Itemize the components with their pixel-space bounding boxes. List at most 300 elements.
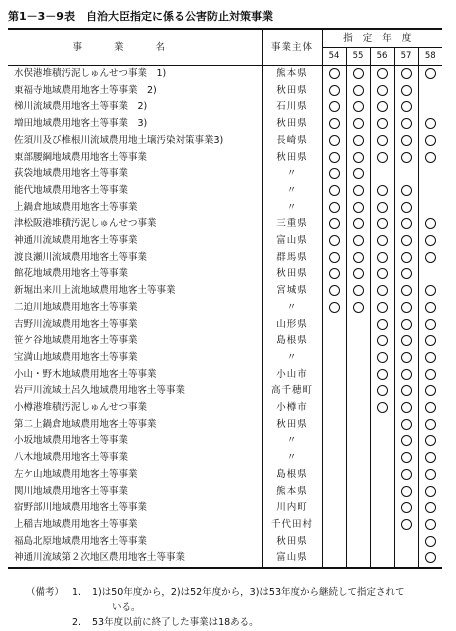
project-entity: 小樽市 (262, 400, 322, 417)
year-cell (418, 283, 442, 300)
year-cell (346, 500, 370, 517)
designated-circle-icon (329, 302, 340, 313)
designated-circle-icon (329, 101, 340, 112)
year-cell (370, 350, 394, 367)
header-year-56: 56 (370, 48, 394, 66)
year-cell (346, 433, 370, 450)
project-entity: 〃 (262, 200, 322, 217)
project-entity: 石川県 (262, 99, 322, 116)
project-name: 東部腰綱地域農用地客土等事業 (8, 150, 262, 167)
project-name: 小山・野木地域農用地客土等事業 (8, 367, 262, 384)
designated-circle-icon (425, 68, 436, 79)
project-name: 上稲吉地域農用地客土等事業 (8, 517, 262, 534)
year-cell (370, 150, 394, 167)
table-row (8, 433, 442, 450)
table-row (8, 83, 442, 100)
year-cell (322, 467, 346, 484)
year-cell (370, 250, 394, 267)
designated-circle-icon (401, 369, 412, 380)
project-entity: 〃 (262, 350, 322, 367)
designated-circle-icon (329, 268, 340, 279)
year-cell (370, 550, 394, 568)
designated-circle-icon (425, 135, 436, 146)
designated-circle-icon (425, 352, 436, 363)
year-cell (370, 367, 394, 384)
project-entity: 小山市 (262, 367, 322, 384)
designated-circle-icon (401, 385, 412, 396)
project-name: 小樽港堆積汚泥しゅんせつ事業 (8, 400, 262, 417)
project-entity: 秋田県 (262, 116, 322, 133)
year-cell (418, 300, 442, 317)
year-cell (370, 133, 394, 150)
project-name: 八木地域農用地客土等事業 (8, 450, 262, 467)
project-name: 第二上鍋倉地域農用地客土等事業 (8, 417, 262, 434)
year-cell (346, 383, 370, 400)
year-cell (394, 517, 418, 534)
designated-circle-icon (377, 252, 388, 263)
year-cell (394, 300, 418, 317)
designated-circle-icon (425, 319, 436, 330)
project-name: 佐須川及び椎根川流域農用地土壌汚染対策事業3) (8, 133, 262, 150)
project-name: 津松阪港堆積汚泥しゅんせつ事業 (8, 216, 262, 233)
project-name: 笹ケ谷地域農用地客土等事業 (8, 333, 262, 350)
note-text: 53年度以前に終了した事業は18ある。 (92, 617, 259, 628)
table-row (8, 283, 442, 300)
year-cell (418, 216, 442, 233)
year-cell (394, 534, 418, 551)
designated-circle-icon (425, 218, 436, 229)
designated-circle-icon (401, 135, 412, 146)
designated-circle-icon (425, 402, 436, 413)
designated-circle-icon (329, 285, 340, 296)
year-cell (394, 166, 418, 183)
designated-circle-icon (425, 369, 436, 380)
project-name: 小坂地域農用地客土等事業 (8, 433, 262, 450)
year-cell (322, 350, 346, 367)
year-cell (370, 400, 394, 417)
designated-circle-icon (425, 252, 436, 263)
year-cell (394, 233, 418, 250)
year-cell (394, 467, 418, 484)
project-entity: 秋田県 (262, 266, 322, 283)
year-cell (346, 367, 370, 384)
header-entity: 事業主体 (262, 29, 322, 66)
project-entity: 秋田県 (262, 150, 322, 167)
designated-circle-icon (425, 502, 436, 513)
designated-circle-icon (401, 469, 412, 480)
year-cell (370, 433, 394, 450)
year-cell (418, 133, 442, 150)
table-row (8, 484, 442, 501)
table-row (8, 467, 442, 484)
year-cell (418, 517, 442, 534)
year-cell (418, 150, 442, 167)
designated-circle-icon (329, 252, 340, 263)
project-name: 神通川流域農用地客土等事業 (8, 233, 262, 250)
year-cell (394, 116, 418, 133)
table-row (8, 133, 442, 150)
year-cell (346, 83, 370, 100)
designated-circle-icon (401, 252, 412, 263)
year-cell (394, 484, 418, 501)
project-name: 二迫川地域農用地客土等事業 (8, 300, 262, 317)
year-cell (418, 350, 442, 367)
designated-circle-icon (401, 402, 412, 413)
designated-circle-icon (401, 118, 412, 129)
project-entity: 秋田県 (262, 417, 322, 434)
designated-circle-icon (353, 302, 364, 313)
designated-circle-icon (425, 235, 436, 246)
year-cell (394, 317, 418, 334)
project-entity: 熊本県 (262, 484, 322, 501)
year-cell (418, 367, 442, 384)
year-cell (394, 150, 418, 167)
year-cell (394, 250, 418, 267)
note-row-1 (26, 585, 405, 600)
designated-circle-icon (353, 268, 364, 279)
year-cell (370, 166, 394, 183)
designated-circle-icon (377, 235, 388, 246)
year-cell (346, 233, 370, 250)
year-cell (322, 433, 346, 450)
designated-circle-icon (329, 85, 340, 96)
project-entity: 島根県 (262, 333, 322, 350)
year-cell (346, 283, 370, 300)
year-cell (322, 550, 346, 568)
year-cell (370, 266, 394, 283)
year-cell (418, 266, 442, 283)
year-cell (322, 383, 346, 400)
table-row (8, 383, 442, 400)
year-cell (346, 417, 370, 434)
header-designated-year: 指定年度 (322, 29, 442, 48)
year-cell (370, 116, 394, 133)
year-cell (346, 216, 370, 233)
year-cell (370, 534, 394, 551)
project-name: 館花地域農用地客土等事業 (8, 266, 262, 283)
year-cell (394, 383, 418, 400)
designated-circle-icon (425, 536, 436, 547)
note-continuation: いる。 (112, 602, 141, 613)
project-entity: 熊本県 (262, 66, 322, 83)
year-cell (346, 150, 370, 167)
year-cell (322, 83, 346, 100)
year-cell (394, 216, 418, 233)
project-name: 左ケ山地域農用地客土等事業 (8, 467, 262, 484)
year-cell (394, 66, 418, 83)
year-cell (322, 400, 346, 417)
designated-circle-icon (329, 202, 340, 213)
designated-circle-icon (377, 335, 388, 346)
year-cell (346, 467, 370, 484)
year-cell (370, 200, 394, 217)
header-project-name: 事業名 (8, 29, 262, 66)
year-cell (346, 166, 370, 183)
table-row (8, 517, 442, 534)
designated-circle-icon (329, 185, 340, 196)
year-cell (322, 517, 346, 534)
table-row (8, 150, 442, 167)
year-cell (322, 266, 346, 283)
designated-circle-icon (329, 152, 340, 163)
year-cell (370, 233, 394, 250)
year-cell (322, 484, 346, 501)
project-entity: 〃 (262, 166, 322, 183)
designated-circle-icon (377, 118, 388, 129)
table-row (8, 183, 442, 200)
year-cell (322, 367, 346, 384)
designated-circle-icon (425, 419, 436, 430)
project-entity: 〃 (262, 300, 322, 317)
table-row (8, 350, 442, 367)
year-cell (418, 534, 442, 551)
year-cell (370, 500, 394, 517)
designated-circle-icon (377, 135, 388, 146)
year-cell (418, 500, 442, 517)
designated-circle-icon (329, 68, 340, 79)
year-cell (370, 450, 394, 467)
year-cell (418, 233, 442, 250)
year-cell (370, 484, 394, 501)
year-cell (394, 350, 418, 367)
year-cell (370, 183, 394, 200)
project-name: 宝満山地域農用地客土等事業 (8, 350, 262, 367)
designated-circle-icon (425, 435, 436, 446)
project-entity: 〃 (262, 433, 322, 450)
designated-circle-icon (425, 118, 436, 129)
year-cell (418, 317, 442, 334)
project-name: 神通川流域第２次地区農用地客土等事業 (8, 550, 262, 568)
year-cell (394, 266, 418, 283)
project-name: 宿野部川地域農用地客土等事業 (8, 500, 262, 517)
project-name: 増田地域農用地客土等事業 3) (8, 116, 262, 133)
project-entity: 島根県 (262, 467, 322, 484)
year-cell (394, 99, 418, 116)
year-cell (394, 400, 418, 417)
year-cell (346, 116, 370, 133)
year-cell (346, 99, 370, 116)
designated-circle-icon (353, 202, 364, 213)
year-cell (418, 183, 442, 200)
year-cell (322, 317, 346, 334)
project-name: 梯川流域農用地客土等事業 2) (8, 99, 262, 116)
project-entity: 〃 (262, 450, 322, 467)
year-cell (370, 283, 394, 300)
year-cell (322, 534, 346, 551)
year-cell (346, 183, 370, 200)
designated-circle-icon (377, 268, 388, 279)
designated-circle-icon (425, 302, 436, 313)
designated-circle-icon (353, 185, 364, 196)
project-entity: 群馬県 (262, 250, 322, 267)
year-cell (346, 333, 370, 350)
year-cell (418, 333, 442, 350)
project-name: 新堀出来川上流地域農用地客土等事業 (8, 283, 262, 300)
project-entity: 〃 (262, 183, 322, 200)
designated-circle-icon (425, 519, 436, 530)
table-row (8, 367, 442, 384)
year-cell (394, 283, 418, 300)
project-entity: 秋田県 (262, 83, 322, 100)
designated-circle-icon (425, 486, 436, 497)
project-entity: 川内町 (262, 500, 322, 517)
designated-circle-icon (377, 202, 388, 213)
designated-circle-icon (377, 302, 388, 313)
designated-circle-icon (377, 218, 388, 229)
project-entity: 山形県 (262, 317, 322, 334)
designated-circle-icon (401, 285, 412, 296)
designated-circle-icon (401, 185, 412, 196)
designated-circle-icon (377, 101, 388, 112)
designated-circle-icon (425, 385, 436, 396)
year-cell (370, 333, 394, 350)
year-cell (394, 333, 418, 350)
year-cell (346, 250, 370, 267)
designated-circle-icon (353, 118, 364, 129)
year-cell (322, 500, 346, 517)
year-cell (346, 300, 370, 317)
project-entity: 長崎県 (262, 133, 322, 150)
designated-circle-icon (353, 101, 364, 112)
table-row (8, 417, 442, 434)
designated-circle-icon (377, 185, 388, 196)
table-body (8, 66, 442, 569)
year-cell (322, 166, 346, 183)
table-row (8, 534, 442, 551)
table-row (8, 550, 442, 568)
designated-circle-icon (353, 168, 364, 179)
project-entity: 三重県 (262, 216, 322, 233)
year-cell (322, 66, 346, 83)
notes (26, 585, 405, 630)
year-cell (394, 500, 418, 517)
designated-circle-icon (377, 352, 388, 363)
designated-circle-icon (425, 469, 436, 480)
year-cell (322, 283, 346, 300)
project-entity: 秋田県 (262, 534, 322, 551)
designated-circle-icon (353, 218, 364, 229)
table-row (8, 300, 442, 317)
project-name: 東福寺地域農用地客土等事業 2) (8, 83, 262, 100)
designated-circle-icon (329, 168, 340, 179)
designated-circle-icon (353, 68, 364, 79)
year-cell (370, 517, 394, 534)
year-cell (418, 433, 442, 450)
designated-circle-icon (401, 335, 412, 346)
year-cell (346, 484, 370, 501)
year-cell (418, 200, 442, 217)
year-cell (346, 266, 370, 283)
designated-circle-icon (425, 285, 436, 296)
designated-circle-icon (377, 402, 388, 413)
designated-circle-icon (401, 268, 412, 279)
table-title: 第1－3－9表 自治大臣指定に係る公害防止対策事業 (8, 10, 273, 23)
project-name: 関川地域農用地客土等事業 (8, 484, 262, 501)
year-cell (346, 550, 370, 568)
designated-circle-icon (401, 502, 412, 513)
designated-circle-icon (377, 85, 388, 96)
year-cell (322, 233, 346, 250)
year-cell (394, 367, 418, 384)
year-cell (346, 450, 370, 467)
project-name: 荻袋地域農用地客土等事業 (8, 166, 262, 183)
table-row (8, 450, 442, 467)
year-cell (418, 383, 442, 400)
designated-circle-icon (401, 352, 412, 363)
year-cell (394, 417, 418, 434)
year-cell (370, 467, 394, 484)
designated-circle-icon (401, 101, 412, 112)
year-cell (370, 66, 394, 83)
designated-circle-icon (353, 252, 364, 263)
year-cell (322, 250, 346, 267)
table-row (8, 216, 442, 233)
year-cell (394, 183, 418, 200)
year-cell (322, 183, 346, 200)
designated-circle-icon (425, 152, 436, 163)
notes-label: （備考） (26, 587, 65, 598)
year-cell (418, 467, 442, 484)
project-name: 能代地域農用地客土等事業 (8, 183, 262, 200)
designated-circle-icon (401, 319, 412, 330)
year-cell (346, 534, 370, 551)
table-row (8, 500, 442, 517)
designated-circle-icon (329, 135, 340, 146)
header-year-54: 54 (322, 48, 346, 66)
year-cell (370, 99, 394, 116)
year-cell (370, 300, 394, 317)
designated-circle-icon (329, 218, 340, 229)
table-row (8, 66, 442, 83)
header-year-57: 57 (394, 48, 418, 66)
designated-circle-icon (353, 235, 364, 246)
project-name: 吉野川流域農用地客土等事業 (8, 317, 262, 334)
designated-circle-icon (401, 85, 412, 96)
designated-circle-icon (377, 319, 388, 330)
designated-circle-icon (401, 486, 412, 497)
table-row (8, 400, 442, 417)
year-cell (322, 150, 346, 167)
year-cell (346, 350, 370, 367)
year-cell (322, 450, 346, 467)
designated-circle-icon (377, 369, 388, 380)
header-year-55: 55 (346, 48, 370, 66)
designated-circle-icon (401, 435, 412, 446)
designated-circle-icon (353, 152, 364, 163)
year-cell (418, 250, 442, 267)
year-cell (418, 400, 442, 417)
note-number: 2. (72, 617, 82, 628)
year-cell (418, 66, 442, 83)
table-row (8, 116, 442, 133)
project-entity: 富山県 (262, 233, 322, 250)
year-cell (394, 83, 418, 100)
designated-circle-icon (425, 452, 436, 463)
designated-circle-icon (377, 152, 388, 163)
designated-circle-icon (401, 235, 412, 246)
year-cell (394, 450, 418, 467)
table-row (8, 317, 442, 334)
designated-circle-icon (401, 68, 412, 79)
designated-circle-icon (401, 302, 412, 313)
year-cell (370, 216, 394, 233)
designated-circle-icon (329, 235, 340, 246)
year-cell (322, 200, 346, 217)
designated-circle-icon (401, 218, 412, 229)
header-year-58: 58 (418, 48, 442, 66)
designated-circle-icon (401, 452, 412, 463)
year-cell (394, 433, 418, 450)
